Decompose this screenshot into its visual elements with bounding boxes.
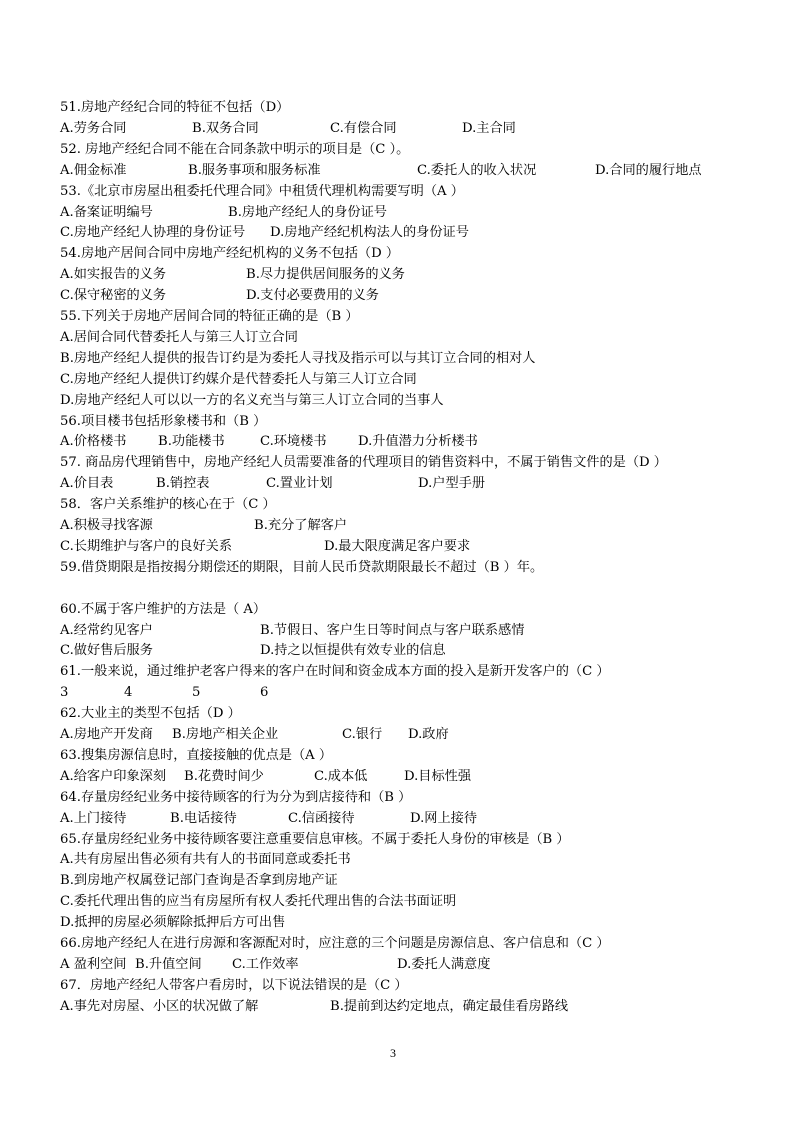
text-line: 60.不属于客户维护的方法是（ A） — [60, 601, 267, 617]
text-line: 57. 商品房代理销售中，房地产经纪人员需要准备的代理项目的销售资料中，不属于销售文件的是（D ） — [60, 455, 667, 471]
option-text: C.房地产经纪人协理的身份证号 — [60, 225, 246, 241]
option-text: B.双务合同 — [192, 120, 259, 136]
option-text: 3 — [60, 685, 69, 701]
option-text: 5 — [192, 685, 201, 701]
option-text: C.信函接待 — [288, 810, 355, 826]
option-text: D.升值潜力分析楼书 — [358, 434, 478, 450]
option-text: A.价格楼书 — [60, 434, 127, 450]
option-text: D.政府 — [408, 727, 449, 742]
option-text: B.尽力提供居间服务的义务 — [246, 267, 405, 283]
option-text: B.花费时间少 — [184, 768, 264, 784]
option-text: D.委托人满意度 — [397, 956, 491, 972]
option-text: B.提前到达约定地点，确定最佳看房路线 — [330, 998, 569, 1014]
text-line: A.居间合同代替委托人与第三人订立合同 — [60, 329, 298, 345]
option-text: B.电话接待 — [170, 810, 237, 826]
text-line: 55.下列关于房地产居间合同的特征正确的是（B ） — [60, 309, 359, 324]
text-line: 53.《北京市房屋出租委托代理合同》中租赁代理机构需要写明（A ） — [60, 183, 464, 199]
text-line: 64.存量房经纪业务中接待顾客的行为分为到店接待和（B ） — [60, 789, 412, 805]
text-line: 52. 房地产经纪合同不能在合同条款中明示的项目是（C ）。 — [60, 141, 410, 157]
text-line: 51.房地产经纪合同的特征不包括（D） — [60, 100, 290, 115]
option-text: D.最大限度满足客户要求 — [324, 538, 471, 554]
text-line: 56.项目楼书包括形象楼书和（B ） — [60, 413, 267, 429]
option-text: 4 — [124, 685, 133, 701]
text-line: 54.房地产居间合同中房地产经纪机构的义务不包括（D ） — [60, 246, 400, 262]
option-text: C.有偿合同 — [330, 120, 397, 136]
option-text: A.房地产开发商 — [60, 727, 153, 742]
text-line: 61.一般来说，通过维护老客户得来的客户在时间和资金成本方面的投入是新开发客户的（C ） — [60, 664, 610, 680]
option-text: D.持之以恒提供有效专业的信息 — [260, 643, 446, 659]
text-line: 63.搜集房源信息时，直接接触的优点是（A ） — [60, 747, 333, 763]
option-text: B.销控表 — [156, 476, 210, 492]
option-text: B.服务事项和服务标准 — [188, 162, 321, 178]
text-line: D.房地产经纪人可以以一方的名义充当与第三人订立合同的当事人 — [60, 392, 444, 408]
option-text: D.户型手册 — [418, 476, 486, 492]
text-line: B.到房地产权属登记部门查询是否拿到房地产证 — [60, 873, 338, 889]
option-text: C.保守秘密的义务 — [60, 288, 167, 304]
option-text: A.积极寻找客源 — [60, 518, 153, 533]
option-text: A.事先对房屋、小区的状况做了解 — [60, 998, 259, 1014]
option-text: A.佣金标准 — [60, 162, 127, 178]
text-line: 65.存量房经纪业务中接待顾客要注意重要信息审核。不属于委托人身份的审核是（B ） — [60, 831, 570, 847]
option-text: B.房地产相关企业 — [172, 727, 279, 742]
option-text: A.备案证明编号 — [60, 204, 153, 220]
option-text: C.长期维护与客户的良好关系 — [60, 538, 233, 554]
option-text: C.银行 — [342, 727, 383, 742]
option-text: D.支付必要费用的义务 — [246, 288, 379, 304]
option-text: B.充分了解客户 — [254, 518, 348, 533]
option-text: C.工作效率 — [232, 956, 299, 972]
option-text: D.网上接待 — [410, 810, 478, 826]
option-text: D.合同的履行地点 — [595, 162, 702, 178]
text-line: D.抵押的房屋必须解除抵押后方可出售 — [60, 915, 286, 931]
option-text: B.功能楼书 — [158, 434, 225, 450]
text-line: 58．客户关系维护的核心在于（C ） — [60, 497, 276, 513]
page-number: 3 — [390, 1046, 396, 1060]
option-text: B.升值空间 — [135, 956, 202, 972]
option-text: B.房地产经纪人的身份证号 — [228, 204, 387, 220]
text-line: 62.大业主的类型不包括（D ） — [60, 706, 241, 722]
option-text: C.成本低 — [314, 768, 368, 784]
text-line: C.委托代理出售的应当有房屋所有权人委托代理出售的合法书面证明 — [60, 894, 457, 910]
text-line: A.共有房屋出售必须有共有人的书面同意或委托书 — [60, 852, 351, 868]
option-text: D.房地产经纪机构法人的身份证号 — [270, 225, 469, 241]
option-text: A.如实报告的义务 — [60, 267, 167, 283]
option-text: D.主合同 — [462, 120, 516, 136]
option-text: D.目标性强 — [404, 768, 472, 784]
option-text: A.价目表 — [60, 476, 114, 492]
text-line: 66.房地产经纪人在进行房源和客源配对时，应注意的三个问题是房源信息、客户信息和（C ） — [60, 936, 610, 951]
option-text: A.劳务合同 — [60, 120, 127, 136]
option-text: C.置业计划 — [266, 476, 333, 492]
option-text: A.给客户印象深刻 — [60, 768, 167, 784]
text-line: C.房地产经纪人提供订约媒介是代替委托人与第三人订立合同 — [60, 371, 417, 387]
text-line: 59.借贷期限是指按揭分期偿还的期限，目前人民币贷款期限最长不超过（B ）年。 — [60, 559, 544, 575]
option-text: C.做好售后服务 — [60, 643, 153, 659]
option-text: A.上门接待 — [60, 810, 127, 826]
option-text: C.环境楼书 — [260, 434, 327, 450]
option-text: 6 — [260, 685, 269, 701]
option-text: C.委托人的收入状况 — [417, 162, 537, 178]
text-line: 67．房地产经纪人带客户看房时，以下说法错误的是（C ） — [60, 977, 408, 993]
option-text: B.节假日、客户生日等时间点与客户联系感情 — [260, 622, 525, 638]
text-line: B.房地产经纪人提供的报告订约是为委托人寻找及指示可以与其订立合同的相对人 — [60, 350, 536, 366]
option-text: A 盈利空间 — [60, 956, 127, 972]
option-text: A.经常约见客户 — [60, 622, 153, 638]
